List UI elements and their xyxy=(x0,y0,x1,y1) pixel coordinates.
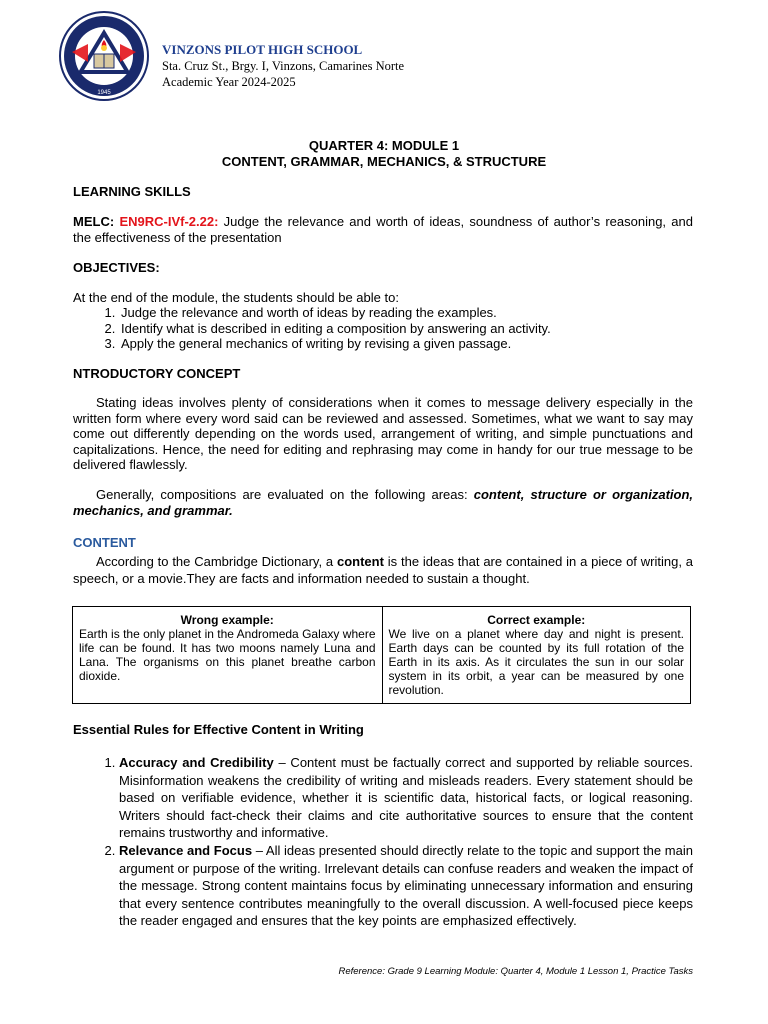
module-title xyxy=(0,138,768,170)
rules-heading: Essential Rules for Effective Content in Writing xyxy=(73,722,364,737)
academic-year: Academic Year 2024-2025 xyxy=(162,75,296,89)
melc-paragraph xyxy=(73,214,693,245)
learning-skills-heading: LEARNING SKILLS xyxy=(73,184,191,199)
objectives-list-wrap xyxy=(73,305,693,352)
melc-label: MELC: xyxy=(73,214,115,229)
rule-item xyxy=(119,754,693,842)
wrong-example-cell xyxy=(73,607,382,703)
examples-table xyxy=(72,606,691,704)
correct-example-header: Correct example: xyxy=(487,613,586,627)
intro-concept-para1: Stating ideas involves plenty of considerations when it comes to message delivery especially in the written form where every word said can be reviewed and assessed. Sometimes, what we want to say may come out differently depending on the words used, arrangement of writing, and simple punctuations and capitalizations. Hence, the need for editing and rephrasing may come in handy for our true message to be delivered flawlessly. xyxy=(73,395,693,472)
content-def-term: content xyxy=(336,554,384,569)
content-heading: CONTENT xyxy=(73,535,136,550)
school-logo xyxy=(58,10,150,102)
correct-example-text: We live on a planet where day and night is present. Earth days can be counted by its full rotation of the Earth in its axis. As it circulates the sun in our solar system in its orbit, a year can be measured by one revolution. xyxy=(388,627,684,697)
intro-para2-text: Generally, compositions are evaluated on the following areas: xyxy=(96,487,474,502)
school-name: VINZONS PILOT HIGH SCHOOL xyxy=(162,42,363,57)
correct-example-cell xyxy=(382,607,691,703)
objective-item: 3. Apply the general mechanics of writing by revising a given passage. xyxy=(119,336,693,352)
rule-title: Relevance and Focus xyxy=(119,842,253,858)
melc-text: Judge the relevance and worth of ideas, soundness of author’s reasoning, and the effectiveness of the presentation xyxy=(73,214,693,245)
rules-list-wrap xyxy=(73,754,693,930)
school-seal-icon xyxy=(58,10,150,102)
rules-list xyxy=(73,754,693,930)
objectives-list xyxy=(73,305,693,352)
content-definition xyxy=(73,553,693,587)
content-def-end: is the ideas that are contained in a piece of writing, a speech, or a movie.They are facts and information needed to sustain a thought. xyxy=(73,554,693,586)
intro-para2-emphasis: content, structure or organization, mechanics, and grammar. xyxy=(73,487,694,518)
objectives-heading: OBJECTIVES: xyxy=(73,260,160,275)
logo-year-text: 1945 xyxy=(97,90,111,96)
wrong-example-header: Wrong example: xyxy=(180,613,274,627)
school-info xyxy=(162,42,404,90)
rule-text: – All ideas presented should directly relate to the topic and support the main argument or purpose of the writing. Irrelevant details can confuse readers and weaken the impact of the message. Strong content maintains focus by eliminating unnecessary information and ensuring that every sentence contributes meaningfully to the overall discussion. A well-focused piece keeps the reader engaged and ensures that the key points are emphasized effectively. xyxy=(119,842,693,929)
objective-item: 2. Identify what is described in editing a composition by answering an activity. xyxy=(119,321,693,337)
module-title-line2: CONTENT, GRAMMAR, MECHANICS, & STRUCTURE xyxy=(221,154,547,169)
intro-concept-para2 xyxy=(73,487,693,518)
content-def-start: According to the Cambridge Dictionary, a xyxy=(96,554,337,569)
module-title-line1: QUARTER 4: MODULE 1 xyxy=(308,138,460,153)
reference-footer: Reference: Grade 9 Learning Module: Quarter 4, Module 1 Lesson 1, Practice Tasks xyxy=(338,966,693,977)
school-address: Sta. Cruz St., Brgy. I, Vinzons, Camarines Norte xyxy=(162,59,405,73)
rule-item xyxy=(119,842,693,930)
rule-text: – Content must be factually correct and supported by reliable sources. Misinformation weakens the credibility of writing and misleads readers. Every statement should be based on verifiable evidence, whether it is scientific data, historical facts, or logical reasoning. Writers should fact-check their claims and cite authoritative sources to ensure that the content remains trustworthy and informative. xyxy=(119,755,694,841)
rule-title: Accuracy and Credibility xyxy=(119,755,274,770)
wrong-example-text: Earth is the only planet in the Andromeda Galaxy where life can be found. It has two moons namely Luna and Lana. The organisms on this planet breathe carbon dioxide. xyxy=(79,627,376,683)
intro-concept-heading: NTRODUCTORY CONCEPT xyxy=(73,366,241,381)
objectives-intro: At the end of the module, the students should be able to: xyxy=(73,290,399,305)
melc-code: EN9RC-IVf-2.22: xyxy=(119,214,219,229)
objective-item: 1. Judge the relevance and worth of ideas by reading the examples. xyxy=(119,305,693,321)
